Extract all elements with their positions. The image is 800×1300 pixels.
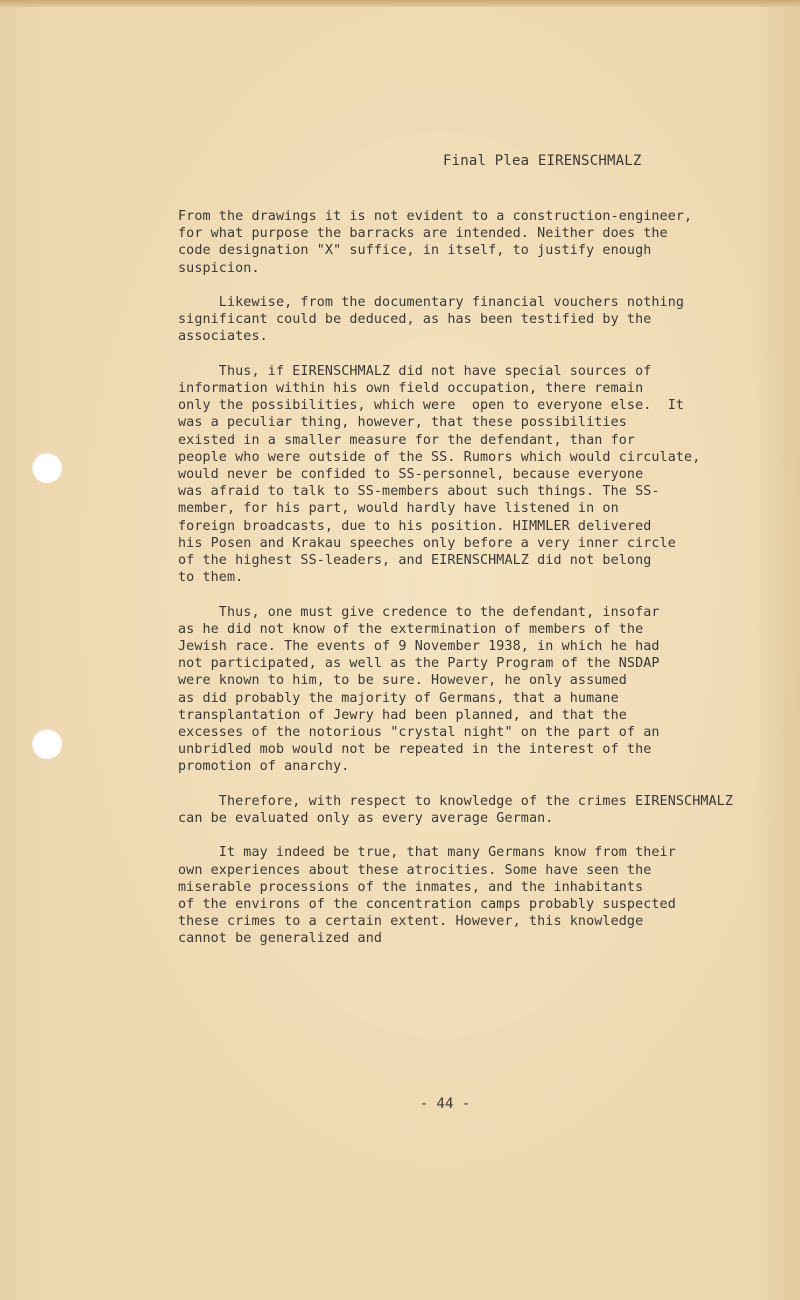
text-line: excesses of the notorious "crystal night" on the part of an: [178, 725, 660, 741]
paragraph-3: [178, 363, 738, 587]
paragraph-5: [178, 793, 738, 827]
text-line: information within his own field occupation, there remain: [178, 381, 644, 396]
page-top-edge: [0, 0, 800, 7]
text-line: was a peculiar thing, however, that these possibilities: [178, 415, 627, 431]
text-line: miserable processions of the inmates, and the inhabitants: [178, 879, 644, 895]
paragraph-6: [178, 844, 738, 947]
text-line: foreign broadcasts, due to his position. HIMMLER delivered: [178, 518, 652, 534]
text-line: Thus, if EIRENSCHMALZ did not have special sources of: [178, 363, 652, 379]
text-line: can be evaluated only as every average German.: [178, 811, 554, 827]
document-body: [178, 208, 738, 965]
text-line: transplantation of Jewry had been planned, and that the: [178, 707, 627, 723]
text-line: as did probably the majority of Germans, that a humane: [178, 690, 619, 706]
text-line: It may indeed be true, that many Germans know from their: [178, 845, 676, 861]
text-line: Likewise, from the documentary financial vouchers nothing: [178, 295, 685, 310]
text-line: was afraid to talk to SS-members about such things. The SS-: [178, 484, 660, 500]
text-line: Jewish race. The events of 9 November 1938, in which he had: [178, 639, 660, 655]
text-line: associates.: [178, 329, 268, 345]
text-line: were known to him, to be sure. However, he only assumed: [178, 673, 627, 689]
text-line: to them.: [178, 570, 244, 586]
text-line: only the possibilities, which were open to everyone else. It: [178, 398, 685, 414]
text-line: unbridled mob would not be repeated in the interest of the: [178, 742, 652, 758]
punch-hole-upper: [32, 453, 62, 483]
text-line: his Posen and Krakau speeches only before a very inner circle: [178, 535, 676, 551]
text-line: existed in a smaller measure for the defendant, than for: [178, 432, 636, 448]
page-number: - 44 -: [419, 1096, 471, 1112]
text-line: significant could be deduced, as has been testified by the: [178, 312, 652, 328]
text-line: of the environs of the concentration camps probably suspected: [178, 897, 676, 913]
text-line: not participated, as well as the Party Program of the NSDAP: [178, 656, 660, 672]
text-line: would never be confided to SS-personnel, because everyone: [178, 467, 644, 483]
text-line: of the highest SS-leaders, and EIRENSCHMALZ did not belong: [178, 553, 652, 569]
page-header-title: Final Plea EIRENSCHMALZ: [443, 153, 642, 169]
text-line: Therefore, with respect to knowledge of the crimes EIRENSCHMALZ: [178, 793, 734, 809]
paragraph-2: [178, 294, 738, 346]
text-line: Thus, one must give credence to the defendant, insofar: [178, 604, 660, 620]
text-line: promotion of anarchy.: [178, 759, 350, 775]
text-line: as he did not know of the extermination of members of the: [178, 621, 644, 637]
text-line: people who were outside of the SS. Rumors which would circulate,: [178, 449, 701, 465]
text-line: From the drawings it is not evident to a construction-engineer,: [178, 209, 693, 224]
paragraph-4: [178, 604, 738, 776]
text-line: for what purpose the barracks are intended. Neither does the: [178, 226, 668, 242]
text-line: code designation "X" suffice, in itself, to justify enough: [178, 243, 652, 259]
paragraph-1: [178, 208, 738, 277]
text-line: these crimes to a certain extent. However, this knowledge: [178, 914, 644, 930]
text-line: own experiences about these atrocities. Some have seen the: [178, 862, 652, 878]
text-line: member, for his part, would hardly have listened in on: [178, 501, 619, 517]
text-line: suspicion.: [178, 260, 260, 276]
punch-hole-lower: [32, 729, 62, 759]
text-line: cannot be generalized and: [178, 931, 383, 947]
